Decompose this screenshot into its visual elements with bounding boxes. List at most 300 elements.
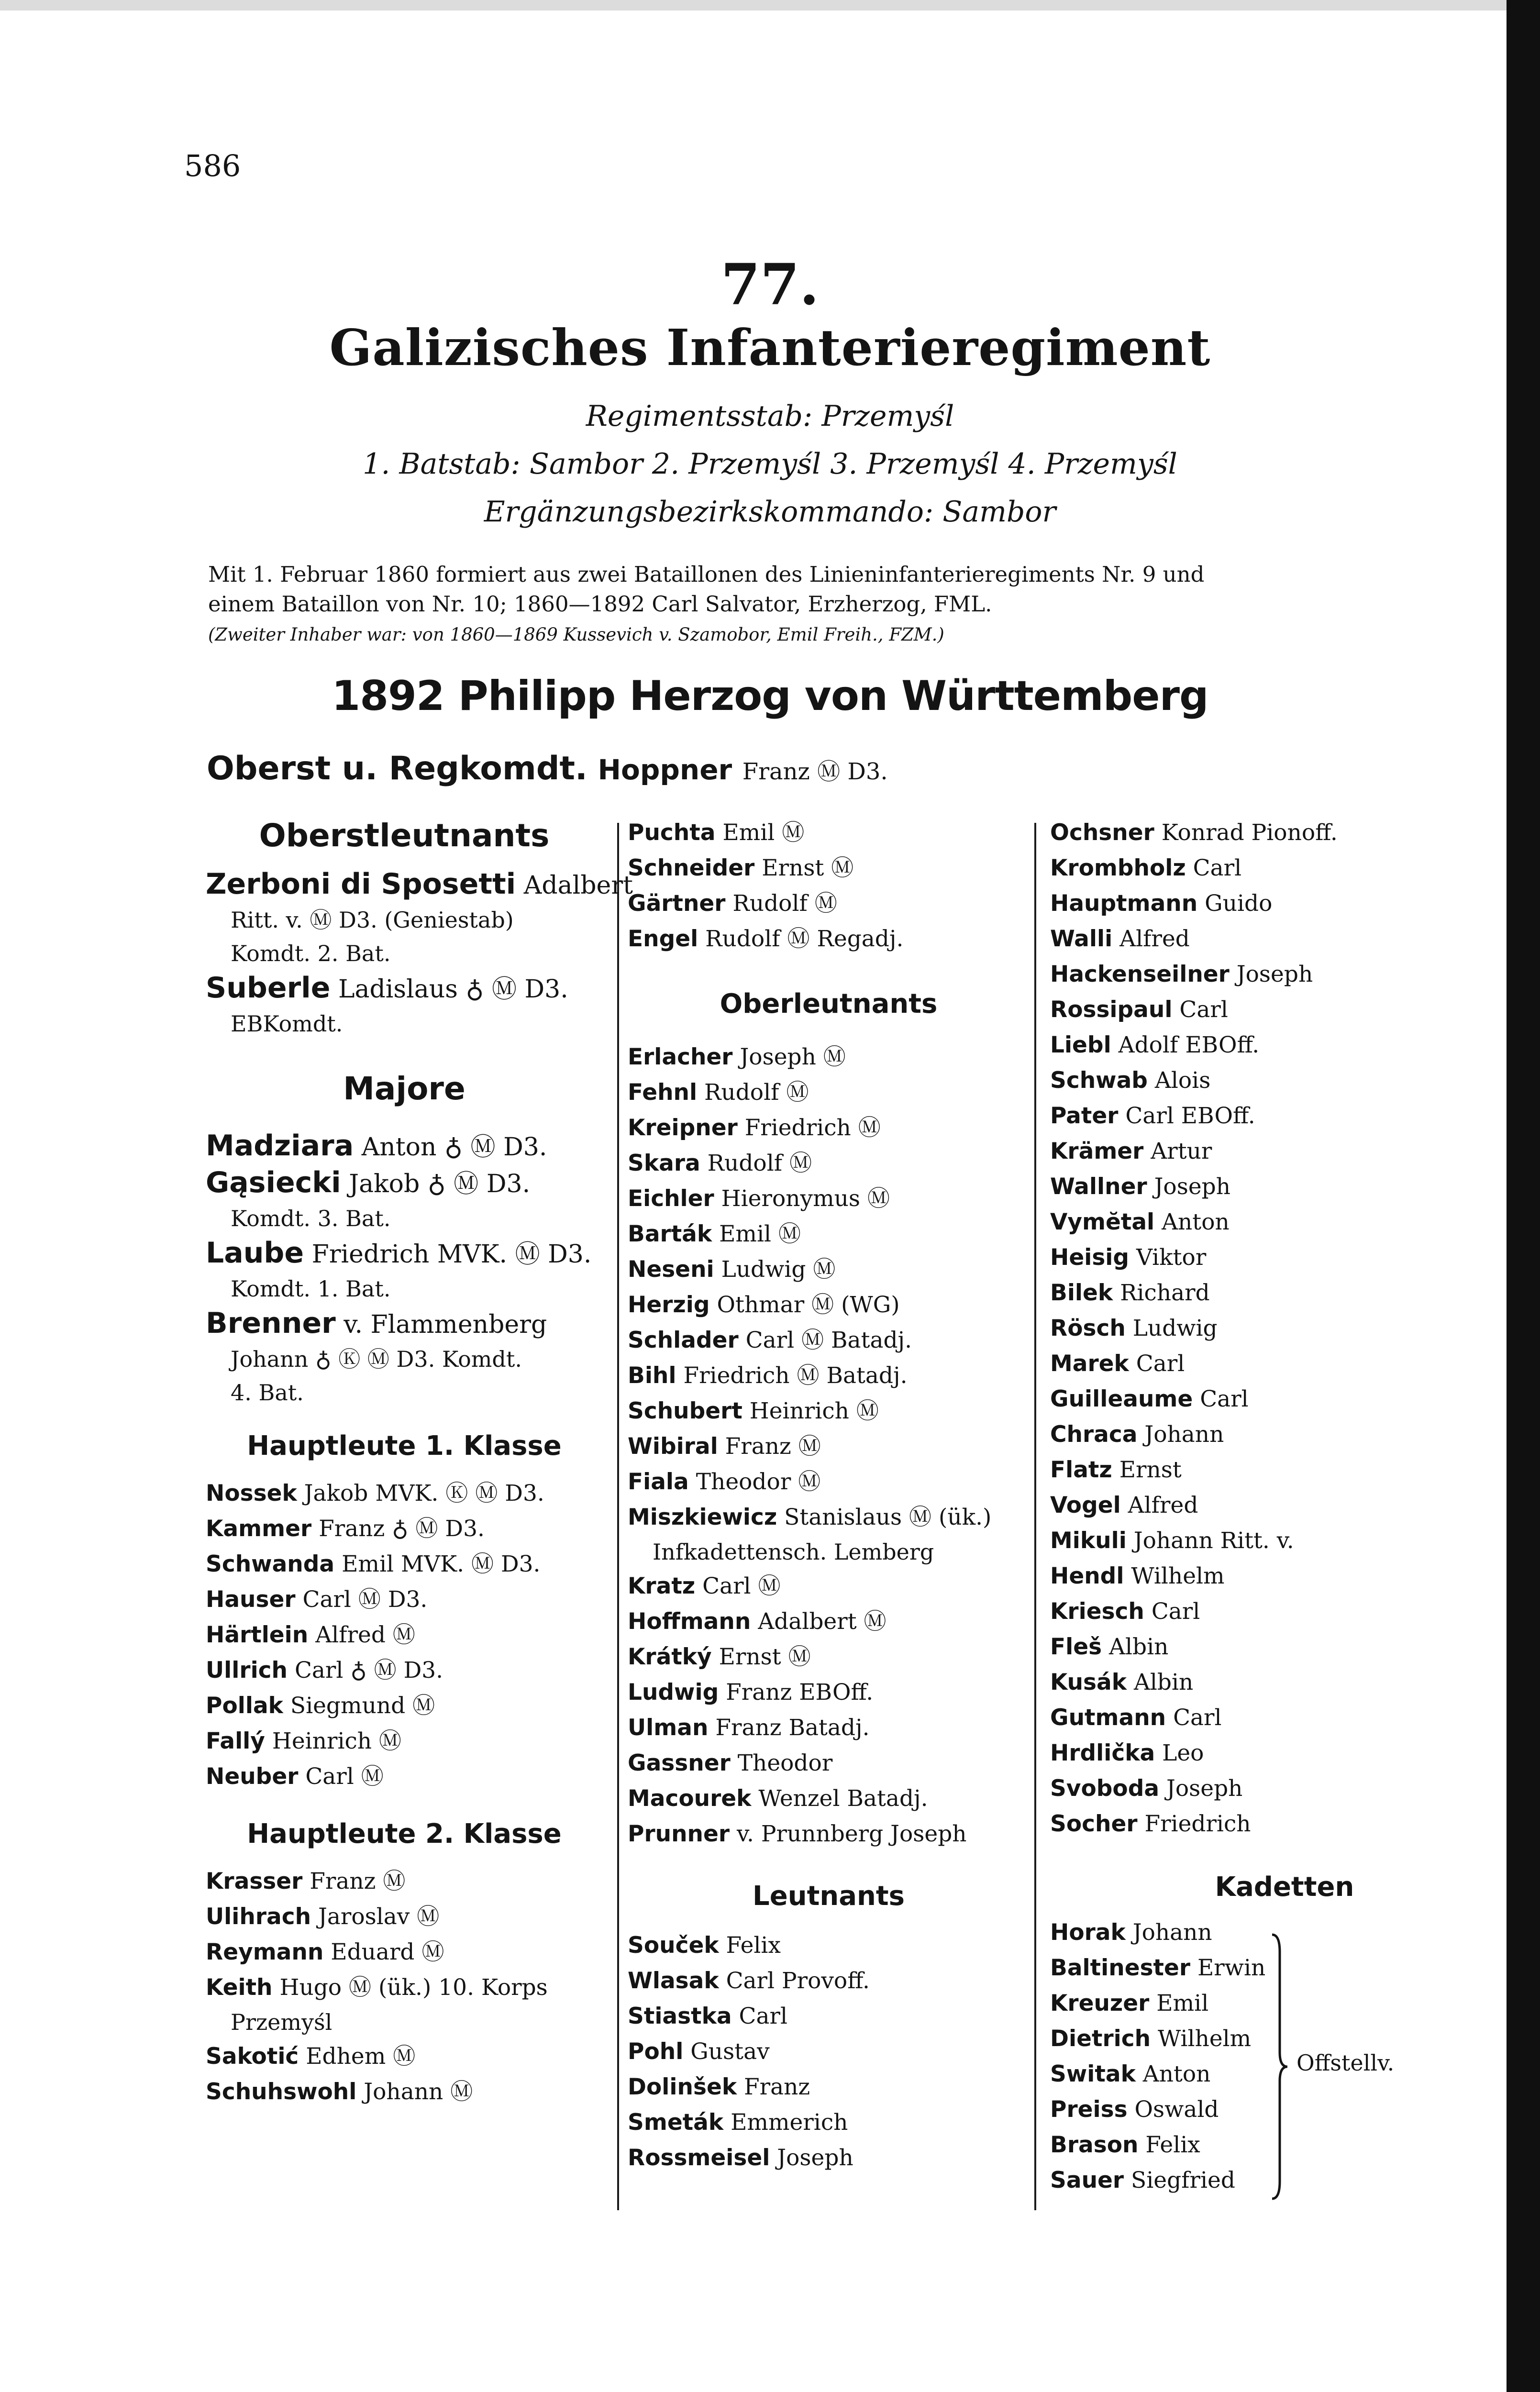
person-details: Heinrich Ⓜ xyxy=(742,1398,879,1424)
person-surname: Keith xyxy=(206,1974,273,2001)
entry-continuation: Ritt. v. Ⓜ D3. (Geniestab) xyxy=(231,907,514,933)
oberst-rest: Franz Ⓜ D3. xyxy=(742,758,888,785)
person-surname: Mikuli xyxy=(1050,1528,1127,1554)
person-details: Konrad Pionoff. xyxy=(1154,819,1338,846)
heading-kadetten: Kadetten xyxy=(1215,1872,1354,1903)
person-surname: Rösch xyxy=(1050,1315,1126,1341)
heading-hauptleute-2: Hauptleute 2. Klasse xyxy=(247,1818,562,1849)
column-rule-left xyxy=(617,823,619,2210)
person-surname: Fallý xyxy=(206,1728,265,1754)
list-leutnants xyxy=(628,1928,1030,2176)
person-details: Carl xyxy=(1166,1705,1222,1731)
person-details: Joseph xyxy=(1147,1174,1230,1200)
column-1 xyxy=(206,813,633,2110)
column-3 xyxy=(1050,815,1442,2198)
list-oberleutnants-cont xyxy=(628,815,1030,957)
person-surname: Chraca xyxy=(1050,1421,1138,1448)
entry-continuation: Komdt. 3. Bat. xyxy=(231,1206,391,1231)
person-surname: Brason xyxy=(1050,2132,1139,2158)
list-item xyxy=(628,1604,1030,1639)
entry-continuation: Komdt. 1. Bat. xyxy=(231,1276,391,1302)
person-details: Johann Ritt. v. xyxy=(1126,1528,1294,1554)
page-number: 586 xyxy=(184,148,241,183)
list-item xyxy=(1050,1806,1442,1842)
list-item xyxy=(1050,1771,1442,1806)
person-surname: Schlader xyxy=(628,1327,739,1353)
person-details: Carl Provoff. xyxy=(719,1968,870,1994)
person-surname: Pohl xyxy=(628,2038,684,2065)
list-item xyxy=(628,1746,1030,1781)
list-item xyxy=(628,1287,1030,1323)
person-details: Carl Ⓜ D3. xyxy=(295,1586,428,1613)
person-details: Carl Ⓜ xyxy=(695,1573,781,1599)
list-item xyxy=(1050,1559,1442,1594)
person-surname: Switak xyxy=(1050,2061,1136,2087)
person-surname: Smeták xyxy=(628,2109,724,2136)
person-details: Carl xyxy=(1193,1386,1249,1412)
person-surname: Rossipaul xyxy=(1050,997,1173,1023)
list-item xyxy=(628,1999,1030,2034)
person-details: Carl EBOff. xyxy=(1118,1103,1255,1129)
person-details: Eduard Ⓜ xyxy=(323,1939,444,1965)
list-item xyxy=(206,1970,603,2005)
person-surname: Hauser xyxy=(206,1586,296,1613)
person-details: Joseph xyxy=(770,2145,853,2171)
list-item xyxy=(206,866,633,903)
person-details: Jaroslav Ⓜ xyxy=(311,1904,440,1930)
regimentsstab-line: Regimentsstab: Przemyśl xyxy=(586,399,954,433)
list-item xyxy=(1050,957,1442,992)
person-details: Guido xyxy=(1197,890,1273,917)
person-surname: Puchta xyxy=(628,819,716,846)
person-surname: Fleš xyxy=(1050,1634,1102,1660)
list-item xyxy=(628,1928,1030,1963)
person-surname: Kratz xyxy=(628,1573,696,1599)
person-details: Anton xyxy=(1135,2061,1211,2087)
person-details: Franz Batadj. xyxy=(708,1715,870,1741)
person-surname: Ullrich xyxy=(206,1657,288,1683)
person-details: Alois xyxy=(1147,1067,1211,1094)
person-details: Ludwig xyxy=(1125,1315,1218,1341)
kadetten-brace xyxy=(1270,1933,1289,2201)
person-details: Carl xyxy=(1129,1351,1185,1377)
person-details: Joseph xyxy=(1229,961,1313,987)
person-details: Rudolf Ⓜ xyxy=(700,1150,812,1176)
person-details: v. Flammenberg xyxy=(335,1310,547,1339)
list-item xyxy=(1050,1488,1442,1523)
list-item xyxy=(1050,1240,1442,1275)
entry-continuation: 4. Bat. xyxy=(231,1380,304,1406)
person-surname: Stiastka xyxy=(628,2003,732,2029)
list-item xyxy=(1050,1098,1442,1134)
person-surname: Preiss xyxy=(1050,2096,1128,2123)
list-item xyxy=(628,886,1030,921)
person-surname: Krátký xyxy=(628,1644,712,1670)
person-details: Friedrich Ⓜ Batadj. xyxy=(676,1362,908,1389)
heading-oberstleutnants: Oberstleutnants xyxy=(259,817,550,854)
regiment-number: 77. xyxy=(720,251,820,318)
person-surname: Vogel xyxy=(1050,1492,1121,1518)
history-line-2: einem Bataillon von Nr. 10; 1860—1892 Carl Salvator, Erzherzog, FML. xyxy=(208,591,992,617)
person-surname: Madziara xyxy=(206,1129,354,1163)
person-surname: Miszkiewicz xyxy=(628,1504,777,1530)
person-details: Anton xyxy=(1154,1209,1230,1235)
entry-continuation: Johann ♁ Ⓚ Ⓜ D3. Komdt. xyxy=(231,1346,522,1372)
list-item xyxy=(628,1569,1030,1604)
list-item xyxy=(1050,1915,1442,1950)
person-details: Othmar Ⓜ (WG) xyxy=(709,1292,900,1318)
list-item xyxy=(1050,1275,1442,1311)
person-surname: Schwanda xyxy=(206,1551,335,1577)
oberst-rank: Oberst u. Regkomdt. xyxy=(207,750,587,787)
inhaber-heading: 1892 Philipp Herzog von Württemberg xyxy=(332,672,1208,720)
person-surname: Ochsner xyxy=(1050,819,1154,846)
list-item xyxy=(628,1781,1030,1816)
person-surname: Sakotić xyxy=(206,2043,299,2070)
person-details: Hugo Ⓜ (ük.) 10. Korps xyxy=(272,1974,548,2001)
person-details: Carl Ⓜ xyxy=(298,1763,384,1790)
list-item xyxy=(206,2039,603,2074)
list-item xyxy=(628,1146,1030,1181)
person-surname: Ulihrach xyxy=(206,1904,311,1930)
list-item xyxy=(1050,1452,1442,1488)
list-item xyxy=(206,970,603,1007)
person-details: Rudolf Ⓜ Regadj. xyxy=(698,926,904,952)
person-surname: Gassner xyxy=(628,1750,731,1776)
person-surname: Macourek xyxy=(628,1785,752,1812)
list-item xyxy=(206,1653,603,1688)
list-item xyxy=(628,921,1030,957)
list-item xyxy=(628,2034,1030,2070)
person-surname: Prunner xyxy=(628,1821,730,1847)
oberst-line xyxy=(207,750,888,787)
entry-continuation: EBKomdt. xyxy=(231,1011,343,1037)
person-surname: Wibiral xyxy=(628,1433,718,1460)
list-item xyxy=(628,1500,1030,1535)
person-surname: Heisig xyxy=(1050,1244,1130,1271)
column-rule-right xyxy=(1034,823,1036,2210)
list-item xyxy=(628,1963,1030,1999)
list-item xyxy=(628,2140,1030,2176)
person-surname: Souček xyxy=(628,1932,719,1959)
list-item xyxy=(628,1217,1030,1252)
person-surname: Marek xyxy=(1050,1351,1129,1377)
person-surname: Barták xyxy=(628,1221,712,1247)
scan-edge-top xyxy=(0,0,1540,11)
list-item xyxy=(628,1710,1030,1746)
person-surname: Socher xyxy=(1050,1811,1138,1837)
person-surname: Wlasak xyxy=(628,1968,719,1994)
person-surname: Krombholz xyxy=(1050,855,1186,881)
list-item xyxy=(628,2105,1030,2140)
list-item xyxy=(628,1394,1030,1429)
person-surname: Schwab xyxy=(1050,1067,1148,1094)
person-surname: Nossek xyxy=(206,1480,297,1506)
person-surname: Reymann xyxy=(206,1939,324,1965)
list-item xyxy=(628,1816,1030,1852)
history-line-3: (Zweiter Inhaber war: von 1860—1869 Kussevich v. Szamobor, Emil Freih., FZM.) xyxy=(208,624,944,645)
person-surname: Gärtner xyxy=(628,890,726,917)
person-details: Leo xyxy=(1155,1740,1204,1766)
person-details: Wilhelm xyxy=(1124,1563,1225,1589)
person-details: Carl xyxy=(1185,855,1242,881)
person-details: Ludwig Ⓜ xyxy=(714,1256,836,1283)
list-item xyxy=(628,1075,1030,1110)
person-details: Friedrich xyxy=(1137,1811,1251,1837)
person-details: v. Prunnberg Joseph xyxy=(730,1821,967,1847)
person-details: Friedrich MVK. Ⓜ D3. xyxy=(304,1240,592,1269)
person-surname: Baltinester xyxy=(1050,1955,1191,1981)
list-item xyxy=(1050,1417,1442,1452)
list-item xyxy=(1050,886,1442,921)
list-item xyxy=(628,1464,1030,1500)
person-surname: Bihl xyxy=(628,1362,676,1389)
person-details: Emmerich xyxy=(723,2109,848,2136)
person-surname: Hrdlička xyxy=(1050,1740,1155,1766)
person-surname: Herzig xyxy=(628,1292,710,1318)
person-details: Emil MVK. Ⓜ D3. xyxy=(334,1551,541,1577)
person-surname: Krämer xyxy=(1050,1138,1144,1164)
person-details: Emil Ⓜ xyxy=(715,819,805,846)
list-item xyxy=(206,1165,603,1202)
list-item xyxy=(1050,1311,1442,1346)
person-details: Jakob ♁ Ⓜ D3. xyxy=(341,1170,531,1198)
list-item xyxy=(628,1110,1030,1146)
person-details: Carl xyxy=(1172,997,1228,1023)
person-details: Gustav xyxy=(683,2038,770,2065)
list-item xyxy=(1050,1134,1442,1169)
person-details: Wilhelm xyxy=(1151,2026,1252,2052)
list-item xyxy=(206,1235,603,1272)
person-surname: Sauer xyxy=(1050,2167,1124,2193)
ergaenzung-line: Ergänzungsbezirkskommando: Sambor xyxy=(484,495,1056,529)
person-surname: Flatz xyxy=(1050,1457,1112,1483)
list-item xyxy=(628,1675,1030,1710)
person-surname: Neseni xyxy=(628,1256,714,1283)
person-surname: Erlacher xyxy=(628,1044,733,1070)
person-surname: Wallner xyxy=(1050,1174,1147,1200)
person-details: Carl ♁ Ⓜ D3. xyxy=(288,1657,443,1683)
list-item xyxy=(1050,921,1442,957)
person-details: Joseph xyxy=(1159,1775,1243,1802)
person-surname: Brenner xyxy=(206,1307,336,1340)
person-surname: Dietrich xyxy=(1050,2026,1151,2052)
regiment-name: Galizisches Infanterieregiment xyxy=(329,318,1211,377)
list-item xyxy=(1050,815,1442,851)
entry-continuation: Komdt. 2. Bat. xyxy=(231,941,391,966)
person-surname: Hendl xyxy=(1050,1563,1124,1589)
list-item xyxy=(1050,1700,1442,1736)
list-item xyxy=(628,815,1030,851)
person-details: Carl xyxy=(1144,1598,1200,1625)
list-item xyxy=(1050,992,1442,1028)
list-majore xyxy=(206,1128,603,1409)
person-details: Ernst Ⓜ xyxy=(711,1644,811,1670)
list-item xyxy=(628,1429,1030,1464)
person-surname: Schneider xyxy=(628,855,755,881)
list-item xyxy=(206,1306,603,1342)
person-surname: Pollak xyxy=(206,1693,283,1719)
list-item xyxy=(1050,2092,1442,2127)
person-surname: Hauptmann xyxy=(1050,890,1198,917)
person-details: Friedrich Ⓜ xyxy=(737,1115,881,1141)
batstab-line: 1. Batstab: Sambor 2. Przemyśl 3. Przemyśl 4. Przemyśl xyxy=(363,447,1177,481)
list-item xyxy=(1050,1382,1442,1417)
person-details: Joseph Ⓜ xyxy=(732,1044,846,1070)
person-details: Oswald xyxy=(1127,2096,1219,2123)
list-item xyxy=(1050,1063,1442,1098)
person-surname: Engel xyxy=(628,926,698,952)
list-item xyxy=(206,1864,603,1899)
list-item xyxy=(206,1511,603,1547)
person-surname: Rossmeisel xyxy=(628,2145,770,2171)
list-item xyxy=(206,1935,603,1970)
person-details: Jakob MVK. Ⓚ Ⓜ D3. xyxy=(297,1480,544,1506)
person-details: Emil xyxy=(1149,1990,1209,2016)
list-item xyxy=(1050,1950,1442,1986)
list-hauptleute-1 xyxy=(206,1476,603,1794)
list-item xyxy=(628,1181,1030,1217)
person-details: Johann Ⓜ xyxy=(356,2079,473,2105)
person-details: Franz Ⓜ xyxy=(302,1868,406,1894)
list-item xyxy=(1050,1169,1442,1205)
person-details: Stanislaus Ⓜ (ük.) xyxy=(777,1504,992,1530)
person-surname: Härtlein xyxy=(206,1622,309,1648)
person-surname: Neuber xyxy=(206,1763,299,1790)
person-surname: Svoboda xyxy=(1050,1775,1160,1802)
person-details: Erwin xyxy=(1190,1955,1266,1981)
list-item xyxy=(1050,1594,1442,1629)
heading-leutnants: Leutnants xyxy=(753,1881,905,1912)
list-oberstleutnants xyxy=(206,866,633,1041)
person-surname: Skara xyxy=(628,1150,700,1176)
list-hauptleute-2 xyxy=(206,1864,603,2110)
heading-hauptleute-1: Hauptleute 1. Klasse xyxy=(247,1430,562,1462)
list-item xyxy=(628,1252,1030,1287)
person-surname: Dolinšek xyxy=(628,2074,737,2100)
person-surname: Hoffmann xyxy=(628,1608,751,1635)
person-details: Ernst xyxy=(1112,1457,1182,1483)
person-details: Anton ♁ Ⓜ D3. xyxy=(354,1133,547,1162)
person-details: Felix xyxy=(1138,2132,1200,2158)
person-details: Franz Ⓜ xyxy=(718,1433,821,1460)
person-details: Carl Ⓜ Batadj. xyxy=(738,1327,912,1353)
person-details: Rudolf Ⓜ xyxy=(725,890,837,917)
oberst-name: Hoppner xyxy=(598,753,732,786)
person-details: Alfred xyxy=(1120,1492,1198,1518)
person-details: Johann xyxy=(1125,1919,1212,1946)
list-item xyxy=(206,1899,603,1935)
person-surname: Liebl xyxy=(1050,1032,1111,1058)
list-oberleutnants xyxy=(628,1040,1030,1852)
person-details: Alfred xyxy=(1112,926,1190,952)
list-item xyxy=(206,1547,603,1582)
person-details: Richard xyxy=(1113,1280,1210,1306)
person-surname: Vymĕtal xyxy=(1050,1209,1155,1235)
person-details: Franz xyxy=(737,2074,810,2100)
person-surname: Kreuzer xyxy=(1050,1990,1150,2016)
kadetten-note: Offstellv. xyxy=(1296,2050,1395,2076)
person-details: Siegfried xyxy=(1124,2167,1235,2193)
history-line-1: Mit 1. Februar 1860 formiert aus zwei Bataillonen des Linieninfanterieregiments Nr. 9 und xyxy=(208,562,1205,587)
heading-oberleutnants: Oberleutnants xyxy=(720,988,938,1019)
person-surname: Laube xyxy=(206,1236,304,1270)
person-surname: Kammer xyxy=(206,1516,312,1542)
heading-majore: Majore xyxy=(343,1070,465,1107)
list-item xyxy=(206,1582,603,1617)
person-surname: Ulman xyxy=(628,1715,709,1741)
list-item xyxy=(1050,2163,1442,2198)
list-item xyxy=(1050,1523,1442,1559)
person-surname: Gutmann xyxy=(1050,1705,1166,1731)
list-item xyxy=(628,1323,1030,1358)
person-details: Heinrich Ⓜ xyxy=(265,1728,402,1754)
list-item xyxy=(1050,2127,1442,2163)
list-item xyxy=(206,2074,603,2110)
person-details: Rudolf Ⓜ xyxy=(697,1079,809,1106)
person-surname: Horak xyxy=(1050,1919,1126,1946)
person-surname: Kreipner xyxy=(628,1115,738,1141)
person-details: Artur xyxy=(1143,1138,1212,1164)
person-surname: Walli xyxy=(1050,926,1113,952)
person-details: Adalbert xyxy=(516,871,633,900)
person-surname: Bilek xyxy=(1050,1280,1113,1306)
person-details: Viktor xyxy=(1129,1244,1207,1271)
person-details: Edhem Ⓜ xyxy=(299,2043,416,2070)
list-item xyxy=(206,1759,603,1794)
person-surname: Pater xyxy=(1050,1103,1119,1129)
person-details: Siegmund Ⓜ xyxy=(283,1693,435,1719)
person-surname: Kriesch xyxy=(1050,1598,1144,1625)
list-item xyxy=(1050,1629,1442,1665)
person-surname: Schuhswohl xyxy=(206,2079,357,2105)
person-details: Alfred Ⓜ xyxy=(308,1622,415,1648)
person-details: Adolf EBOff. xyxy=(1111,1032,1260,1058)
person-surname: Zerboni di Sposetti xyxy=(206,867,516,901)
list-item xyxy=(628,1358,1030,1394)
column-2 xyxy=(628,815,1030,2176)
person-details: Wenzel Batadj. xyxy=(751,1785,928,1812)
person-surname: Ludwig xyxy=(628,1679,719,1705)
person-details: Albin xyxy=(1102,1634,1169,1660)
person-surname: Suberle xyxy=(206,971,331,1005)
person-details: Ladislaus ♁ Ⓜ D3. xyxy=(330,975,568,1004)
entry-continuation: Przemyśl xyxy=(231,2009,332,2035)
person-details: Theodor Ⓜ xyxy=(688,1469,821,1495)
person-surname: Guilleaume xyxy=(1050,1386,1193,1412)
person-surname: Fehnl xyxy=(628,1079,698,1106)
list-item xyxy=(206,1724,603,1759)
list-item xyxy=(628,1639,1030,1675)
person-details: Theodor xyxy=(730,1750,833,1776)
list-item xyxy=(206,1476,603,1511)
list-item xyxy=(206,1128,603,1165)
person-details: Johann xyxy=(1137,1421,1224,1448)
person-details: Carl xyxy=(731,2003,787,2029)
person-details: Emil Ⓜ xyxy=(712,1221,801,1247)
list-item xyxy=(1050,1205,1442,1240)
list-item xyxy=(628,1040,1030,1075)
person-surname: Gąsiecki xyxy=(206,1166,341,1199)
list-item xyxy=(1050,1665,1442,1700)
list-item xyxy=(1050,1028,1442,1063)
list-leutnants-cont xyxy=(1050,815,1442,1842)
person-details: Adalbert Ⓜ xyxy=(751,1608,886,1635)
person-surname: Schubert xyxy=(628,1398,742,1424)
entry-continuation: Infkadettensch. Lemberg xyxy=(653,1539,934,1565)
person-surname: Fiala xyxy=(628,1469,689,1495)
person-details: Ernst Ⓜ xyxy=(754,855,854,881)
